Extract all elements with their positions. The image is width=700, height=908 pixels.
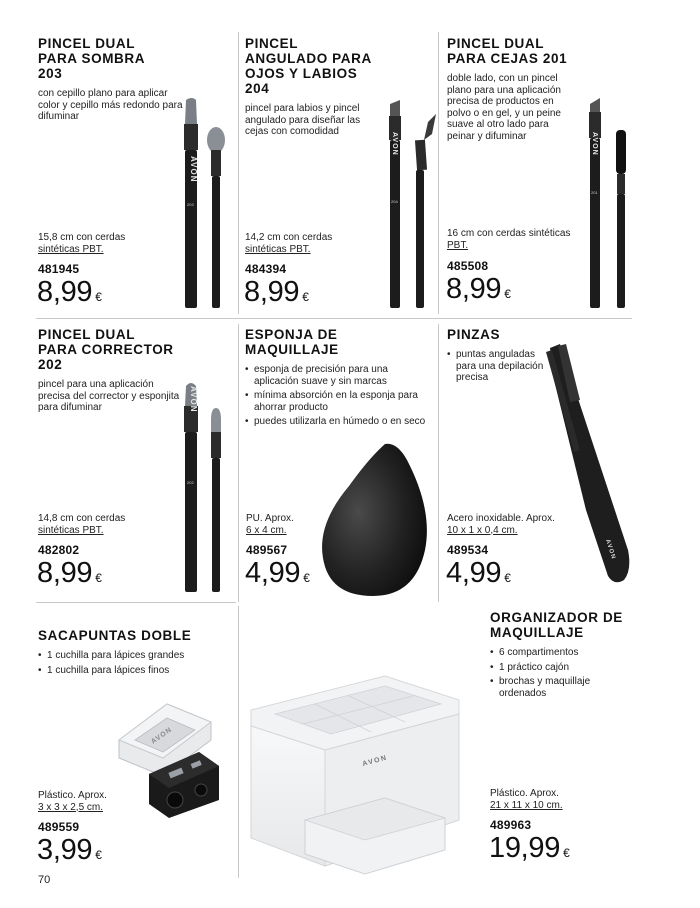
- product-spec: Acero inoxidable. Aprox. 10 x 1 x 0,4 cm.: [447, 513, 555, 536]
- sponge-image: [315, 440, 435, 600]
- product-203: [38, 36, 188, 123]
- product-description: con cepillo plano para aplicar color y cepillo más redondo para difuminar: [38, 88, 183, 122]
- product-title: SACAPUNTAS DOBLE: [38, 628, 192, 643]
- page-number: 70: [38, 874, 51, 886]
- brush-bristles: [207, 127, 225, 153]
- brush-ferrule: [211, 150, 221, 176]
- list-item: • 1 cuchilla para lápices grandes: [38, 650, 228, 662]
- bullet-list: [245, 364, 430, 428]
- sponge-tip: [211, 408, 221, 432]
- product-price: 8,99 €: [37, 557, 102, 589]
- bullet-list: [490, 647, 630, 699]
- divider-col2-mid: [438, 324, 439, 602]
- dual-brush-203-image: [170, 96, 232, 312]
- product-spec: 15,8 cm con cerdas sintéticas PBT.: [38, 232, 126, 255]
- product-code: 481945: [38, 262, 80, 276]
- angled-brush-204-image: [378, 100, 438, 312]
- product-spec: 16 cm con cerdas sintéticas PBT.: [447, 228, 571, 251]
- divider-row2: [36, 602, 236, 603]
- product-price: 8,99 €: [244, 276, 309, 308]
- brow-brush-201-image: [584, 96, 634, 312]
- spoolie-comb: [616, 130, 626, 174]
- product-title: PINCEL ANGULADO PARA OJOS Y LABIOS 204: [245, 36, 372, 96]
- product-price: 4,99 €: [446, 557, 511, 589]
- product-title: ORGANIZADOR DE MAQUILLAJE: [490, 610, 623, 640]
- brand-logo: AVON: [391, 132, 398, 156]
- list-item: • puntas anguladas para una depilación precisa: [447, 349, 557, 384]
- product-code: 484394: [245, 262, 287, 276]
- product-price: 8,99 €: [37, 276, 102, 308]
- product-sponge: [245, 327, 430, 431]
- brand-logo: AVON: [189, 386, 198, 413]
- brush-bristles: [390, 100, 400, 116]
- product-code: 489534: [447, 543, 489, 557]
- divider-col1-bottom: [238, 606, 239, 878]
- product-title: PINCEL DUAL PARA CORRECTOR 202: [38, 327, 174, 372]
- product-price: 19,99 €: [489, 832, 570, 864]
- product-204: [245, 36, 385, 138]
- brand-logo: AVON: [604, 538, 617, 561]
- brush-ferrule: [184, 124, 198, 150]
- brand-logo: AVON: [189, 156, 198, 183]
- sharpener-image: [115, 700, 225, 820]
- product-spec: Plástico. Aprox. 21 x 11 x 10 cm.: [490, 788, 563, 811]
- brush-handle: [416, 170, 424, 308]
- brush-ferrule: [415, 140, 427, 171]
- product-201: [447, 36, 577, 142]
- brush-bristles: [424, 114, 436, 140]
- list-item: • brochas y maquillaje ordenados: [490, 676, 630, 699]
- list-item: • mínima absorción en la esponja para ahorrar producto: [245, 390, 430, 413]
- brush-bristles: [185, 98, 197, 124]
- product-title: PINCEL DUAL PARA SOMBRA 203: [38, 36, 146, 81]
- handle-mark: 201: [591, 190, 598, 195]
- dual-brush-202-image: [170, 380, 232, 596]
- handle-mark: 202: [187, 480, 194, 485]
- product-spec: PU. Aprox. 6 x 4 cm.: [246, 513, 294, 536]
- list-item: • 1 cuchilla para lápices finos: [38, 665, 228, 677]
- product-description: doble lado, con un pincel plano para una aplicación precisa de productos en polvo o en gel, y un peine suave al otro lado para peinar y difuminar: [447, 73, 561, 142]
- product-organizer: [490, 610, 630, 702]
- product-title: ESPONJA DE MAQUILLAJE: [245, 327, 339, 357]
- brush-handle: [212, 458, 220, 592]
- divider-col1-top: [238, 32, 239, 314]
- product-title: PINZAS: [447, 327, 501, 342]
- organizer-image: [245, 670, 465, 880]
- product-code: 489963: [490, 818, 532, 832]
- product-code: 489559: [38, 820, 80, 834]
- divider-col2-top: [438, 32, 439, 314]
- brush-handle: [212, 176, 220, 308]
- list-item: • esponja de precisión para una aplicación suave y sin marcas: [245, 364, 430, 387]
- product-title: PINCEL DUAL PARA CEJAS 201: [447, 36, 568, 66]
- product-price: 4,99 €: [245, 557, 310, 589]
- list-item: • 6 compartimentos: [490, 647, 630, 659]
- product-code: 485508: [447, 259, 489, 273]
- brand-logo: AVON: [150, 726, 174, 746]
- handle-mark: 204: [391, 199, 398, 204]
- product-code: 482802: [38, 543, 80, 557]
- tweezers-image: [540, 340, 640, 590]
- divider-row1: [36, 318, 632, 319]
- product-price: 3,99 €: [37, 834, 102, 866]
- brush-ferrule: [617, 174, 625, 194]
- brush-handle: [590, 138, 600, 308]
- brush-handle: [390, 140, 400, 308]
- brand-logo: AVON: [591, 132, 598, 156]
- product-spec: 14,8 cm con cerdas sintéticas PBT.: [38, 513, 126, 536]
- product-sharpener: [38, 628, 228, 679]
- divider-col1-mid: [238, 324, 239, 602]
- bullet-list: [38, 650, 228, 676]
- brush-handle: [617, 194, 625, 308]
- product-spec: Plástico. Aprox. 3 x 3 x 2,5 cm.: [38, 790, 107, 813]
- list-item: • 1 práctico cajón: [490, 662, 630, 674]
- list-item: • puedes utilizarla en húmedo o en seco: [245, 416, 430, 428]
- brush-ferrule: [211, 432, 221, 458]
- product-spec: 14,2 cm con cerdas sintéticas PBT.: [245, 232, 333, 255]
- product-description: pincel para labios y pincel angulado para diseñar las cejas con comodidad: [245, 103, 361, 137]
- product-202: [38, 327, 188, 414]
- brand-logo: AVON: [361, 754, 389, 768]
- brush-bristles: [590, 98, 600, 112]
- product-code: 489567: [246, 543, 288, 557]
- brush-handle: [185, 432, 197, 592]
- handle-mark: 203: [187, 202, 194, 207]
- product-price: 8,99 €: [446, 273, 511, 305]
- product-description: pincel para una aplicación precisa del corrector y esponjita para difuminar: [38, 379, 180, 413]
